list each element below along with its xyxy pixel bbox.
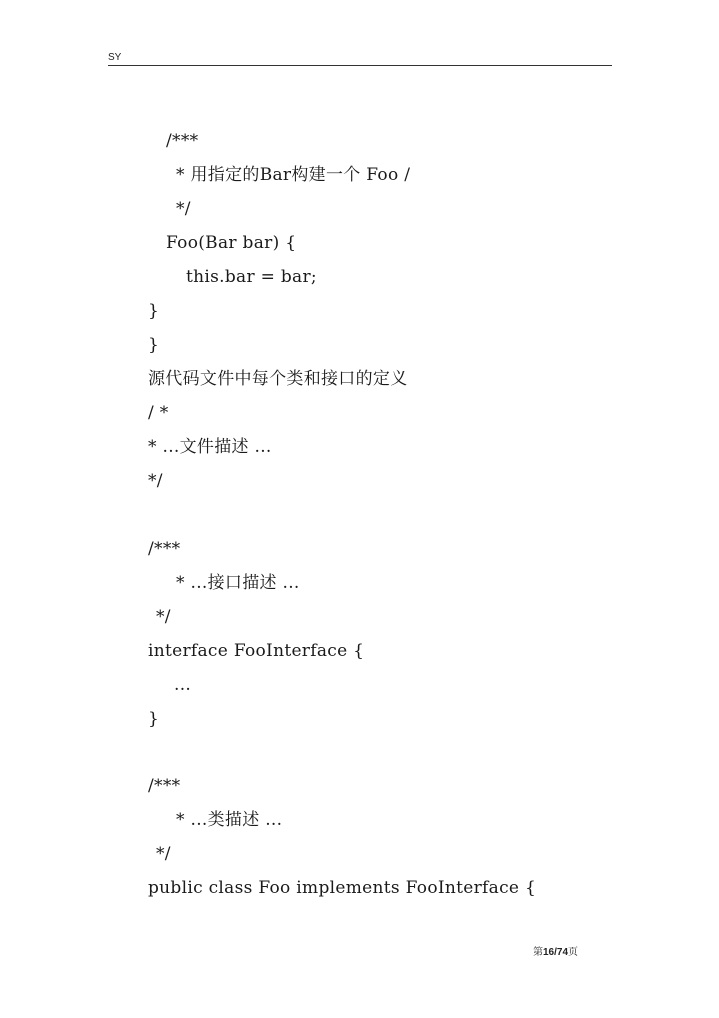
code-line: }: [148, 301, 160, 321]
code-line: Foo(Bar bar) {: [166, 233, 297, 253]
page-number: [533, 943, 578, 958]
page-number-current: 16: [543, 947, 555, 958]
code-line: /***: [166, 131, 199, 151]
code-line: * 用指定的Bar构建一个 Foo /: [176, 165, 411, 185]
page-number-separator: /: [554, 947, 557, 958]
code-line: this.bar = bar;: [186, 267, 317, 287]
code-line: * ...文件描述 ...: [148, 437, 272, 457]
code-line: */: [156, 844, 171, 864]
code-line: /***: [148, 776, 181, 796]
code-line: interface FooInterface {: [148, 641, 365, 661]
code-line: ...: [174, 675, 192, 695]
code-line: */: [148, 471, 163, 491]
code-line: public class Foo implements FooInterface {: [148, 878, 537, 898]
page-number-total: 74: [556, 947, 569, 958]
code-line: */: [176, 199, 191, 219]
code-line: */: [156, 607, 171, 627]
code-line: * ...接口描述 ...: [176, 573, 300, 593]
page-number-suffix: 页: [568, 947, 579, 958]
code-line: 源代码文件中每个类和接口的定义: [148, 369, 408, 389]
code-line: }: [148, 709, 160, 729]
code-line: / *: [148, 403, 169, 423]
code-line: * ...类描述 ...: [176, 810, 283, 830]
header-rule: [108, 65, 612, 66]
code-line: }: [148, 335, 160, 355]
code-line: /***: [148, 539, 181, 559]
header-label: SY: [108, 52, 122, 63]
page-number-prefix: 第: [533, 947, 543, 958]
